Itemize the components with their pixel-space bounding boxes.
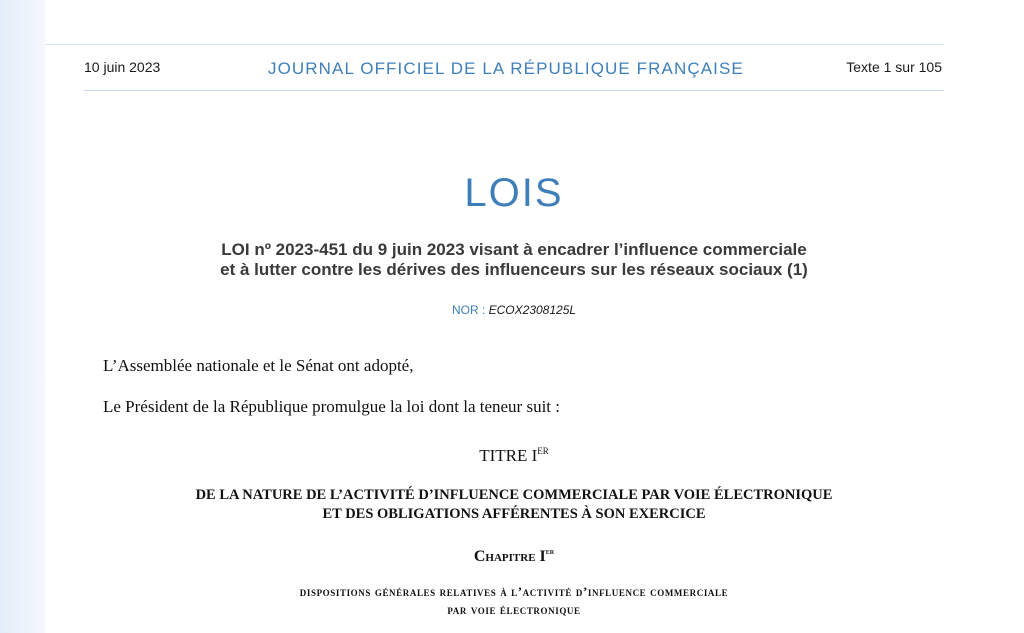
document-page: [46, 44, 1024, 633]
journal-title: JOURNAL OFFICIEL DE LA RÉPUBLIQUE FRANÇAISE: [268, 59, 744, 78]
law-title: [84, 240, 944, 280]
header-divider: [84, 90, 944, 91]
titre-heading-line-2: ET DES OBLIGATIONS AFFÉRENTES À SON EXERCICE: [322, 506, 706, 522]
titre-heading-line-1: DE LA NATURE DE L’ACTIVITÉ D’INFLUENCE COMMERCIALE PAR VOIE ÉLECTRONIQUE: [195, 487, 833, 503]
promulgation-paragraph: Le Président de la République promulgue la loi dont la teneur suit :: [103, 397, 561, 416]
chapitre-label-text: Chapitre I: [473, 548, 546, 565]
titre-label-text: TITRE I: [479, 446, 538, 465]
law-title-line-2: et à lutter contre les dérives des influenceurs sur les réseaux sociaux (1): [220, 260, 808, 279]
titre-label-sup: ER: [537, 446, 549, 456]
chapitre-heading-line-1: dispositions générales relatives à l’activité d’influence commerciale: [299, 584, 729, 599]
chapitre-label-sup: er: [545, 546, 555, 556]
header-date: 10 juin 2023: [84, 59, 161, 75]
page-background-strip: [0, 0, 46, 633]
section-title: LOIS: [464, 171, 564, 215]
titre-label: [84, 446, 944, 466]
chapitre-label: [84, 546, 944, 566]
nor-reference: [84, 303, 944, 317]
text-index: Texte 1 sur 105: [846, 59, 942, 75]
chapitre-heading: [84, 583, 944, 619]
nor-label: NOR :: [451, 303, 486, 317]
page-top-edge: [46, 44, 944, 45]
chapitre-heading-line-2: par voie électronique: [447, 602, 581, 617]
titre-heading: [84, 486, 944, 524]
adoption-paragraph: L’Assemblée nationale et le Sénat ont adopté,: [103, 356, 414, 375]
law-title-line-1: LOI nº 2023-451 du 9 juin 2023 visant à encadrer l’influence commerciale: [221, 240, 807, 259]
nor-value: ECOX2308125L: [488, 303, 577, 317]
